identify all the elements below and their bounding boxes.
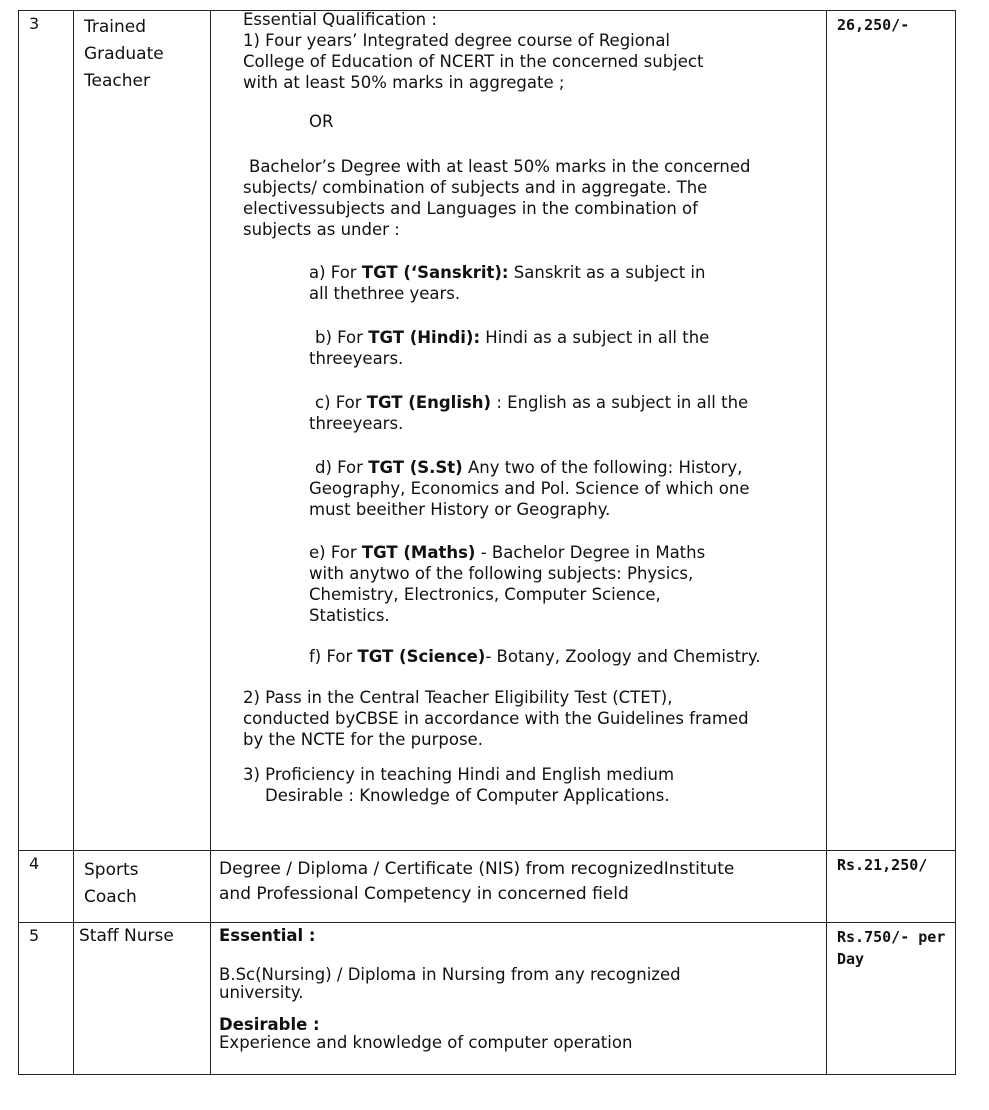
table-row [19,851,956,923]
qualification-cell: Essential : B.Sc(Nursing) / Diploma in Nursing from any recognized university. Desirable : Experience and knowledge of computer operation [211,923,827,1075]
qualification-heading: Essential Qualification : [243,10,437,29]
table-row [19,923,956,1075]
qualification-table [18,10,956,1075]
essential-label: Essential : [219,926,316,945]
serial-number: 4 [29,854,40,873]
serial-number: 5 [29,926,40,945]
subject-item-social-studies: d) For TGT (S.St) Any two of the following: History, Geography, Economics and Pol. Science of which one must beeither History or Geography. [309,458,750,519]
post-name: Sports Coach [84,860,139,907]
salary-value: 26,250/- [837,16,910,34]
subject-item-science: f) For TGT (Science)- Botany, Zoology and Chemistry. [309,647,761,666]
qualification-paragraph-4: 3) Proficiency in teaching Hindi and English medium Desirable : Knowledge of Computer Applications. [211,764,826,806]
salary-value: Rs.750/- per Day [837,928,946,968]
qualification-cell [211,11,827,851]
subject-item-english: c) For TGT (English) : English as a subject in all the threeyears. [309,393,749,433]
qualification-paragraph-1: 1) Four years’ Integrated degree course of Regional College of Education of NCERT in the concerned subject with at least 50% marks in aggregate ; [243,31,704,92]
desirable-note: Desirable : Knowledge of Computer Applications. [265,786,670,805]
subject-item-sanskrit: a) For TGT (‘Sanskrit): Sanskrit as a subject in all thethree years. [309,263,706,303]
post-name: Trained Graduate Teacher [84,17,164,91]
qualification-cell: Degree / Diploma / Certificate (NIS) from recognizedInstitute and Professional Competency in concerned field [211,851,827,923]
qualification-paragraph-2: Bachelor’s Degree with at least 50% marks in the concerned subjects/ combination of subjects and in aggregate. The electivessubjects and Languages in the combination of subjects as under : [243,157,751,239]
subject-item-hindi: b) For TGT (Hindi): Hindi as a subject in all the threeyears. [309,328,710,368]
salary-value: Rs.21,250/ [837,856,928,874]
qualification-paragraph-3: 2) Pass in the Central Teacher Eligibility Test (CTET), conducted byCBSE in accordance with the Guidelines framed by the NCTE for the purpose. [243,688,749,749]
post-name: Staff Nurse [79,926,174,946]
or-separator: OR [309,112,334,131]
table-row [19,11,956,851]
subject-item-maths: e) For TGT (Maths) - Bachelor Degree in Maths with anytwo of the following subjects: Physics, Chemistry, Electronics, Computer Science, Statistics. [309,543,706,625]
serial-number: 3 [29,14,40,33]
desirable-label: Desirable : [219,1015,320,1034]
